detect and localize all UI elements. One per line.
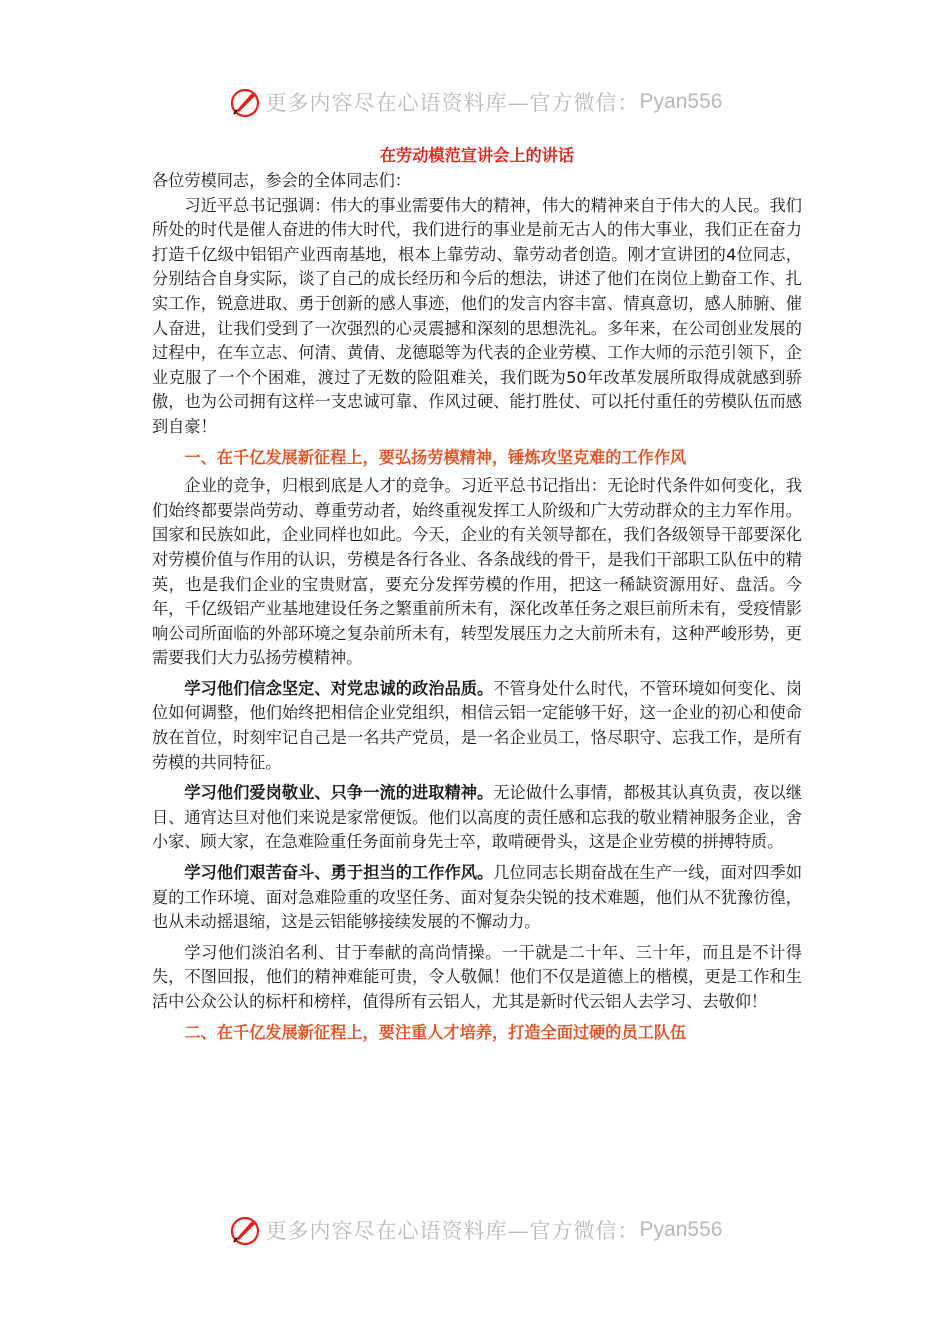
paragraph-lead: 学习他们艰苦奋斗、勇于担当的工作作风。 [184, 863, 494, 883]
banner-wechat-id: Pyan556 [639, 90, 723, 113]
paragraph-body: 无论做什么事情，都极其认真负责，夜以继日、通宵达旦对他们来说是家常便饭。他们以高度的责任感和忘我的敬业精神服务企业，舍小家、顾大家，在急难险重任务面前身先士卒，敢啃硬骨头，这是企业劳模的拼搏特质。 [152, 783, 803, 852]
banner-text: 更多内容尽在心语资料库—官方微信： [265, 91, 640, 115]
section-2-heading: 二、在千亿发展新征程上，要注重人才培养，打造全面过硬的员工队伍 [184, 1022, 687, 1042]
section-1-paragraph-5: 学习他们淡泊名利、甘于奉献的高尚情操。一干就是二十年、三十年，而且是不计得失，不图回报，他们的精神难能可贵，令人敬佩！他们不仅是道德上的楷模，更是工作和生活中公众公认的标杆和榜样，值得所有云铝人，尤其是新时代云铝人去学习、去敬仰！ [152, 942, 802, 1011]
paragraph-lead: 学习他们信念坚定、对党忠诚的政治品质。 [184, 678, 494, 698]
paragraph-body: 不管身处什么时代，不管环境如何变化、岗位如何调整，他们始终把相信企业党组织，相信云铝一定能够干好，这一企业的初心和使命放在首位，时刻牢记自己是一名共产党员，是一名企业员工，恪尽职守、忘我工作，是所有劳模的共同特征。 [152, 678, 803, 772]
section-1-paragraph-3 [152, 781, 802, 855]
section-1-heading: 一、在千亿发展新征程上，要弘扬劳模精神，锤炼攻坚克难的工作作风 [184, 447, 687, 467]
quill-pen-logo-icon [228, 85, 262, 119]
quill-pen-logo-icon [228, 1213, 262, 1247]
header-banner [0, 80, 950, 124]
paragraph-lead: 学习他们爱岗敬业、只争一流的进取精神。 [184, 783, 494, 803]
section-1-paragraph-2 [152, 677, 802, 775]
banner-wechat-id: Pyan556 [639, 1218, 723, 1241]
footer-banner [0, 1208, 950, 1252]
document-body [152, 143, 802, 1049]
paragraph-body: 几位同志长期奋战在生产一线，面对四季如夏的工作环境、面对急难险重的攻坚任务、面对复杂尖锐的技术难题，他们从不犹豫彷徨，也从未动摇退缩，这是云铝能够接续发展的不懈动力。 [152, 863, 803, 932]
greeting: 各位劳模同志，参会的全体同志们： [152, 171, 411, 190]
section-1-paragraph-4 [152, 861, 802, 935]
intro-paragraph: 习近平总书记强调：伟大的事业需要伟大的精神，伟大的精神来自于伟大的人民。我们所处的时代是催人奋进的伟大时代，我们进行的事业是前无古人的伟大事业，我们正在奋力打造千亿级中铝铝产业西南基地，根本上靠劳动、靠劳动者创造。刚才宣讲团的4位同志，分别结合自身实际，谈了自己的成长经历和今后的想法，讲述了他们在岗位上勤奋工作、扎实工作，锐意进取、勇于创新的感人事迹，他们的发言内容丰富、情真意切，感人肺腑、催人奋进，让我们受到了一次强烈的心灵震撼和深刻的思想洗礼。多年来，在公司创业发展的过程中，在车立志、何清、黄倩、龙德聪等为代表的企业劳模、工作大师的示范引领下，企业克服了一个个困难，渡过了无数的险阻难关，我们既为50年改革发展所取得成就感到骄傲，也为公司拥有这样一支忠诚可靠、作风过硬、能打胜仗、可以托付重任的劳模队伍而感到自豪！ [152, 195, 802, 436]
section-1-paragraph-1: 企业的竞争，归根到底是人才的竞争。习近平总书记指出：无论时代条件如何变化，我们始终都要崇尚劳动、尊重劳动者，始终重视发挥工人阶级和广大劳动群众的主力军作用。国家和民族如此，企业同样也如此。今天，企业的有关领导都在，我们各级领导干部要深化对劳模价值与作用的认识，劳模是各行各业、各条战线的骨干，是我们干部职工队伍中的精英，也是我们企业的宝贵财富，要充分发挥劳模的作用，把这一稀缺资源用好、盘活。今年，千亿级铝产业基地建设任务之繁重前所未有，深化改革任务之艰巨前所未有，受疫情影响公司所面临的外部环境之复杂前所未有，转型发展压力之大前所未有，这种严峻形势，更需要我们大力弘扬劳模精神。 [152, 476, 802, 668]
banner-text: 更多内容尽在心语资料库—官方微信： [265, 1219, 640, 1243]
document-title: 在劳动模范宣讲会上的讲话 [379, 146, 575, 165]
